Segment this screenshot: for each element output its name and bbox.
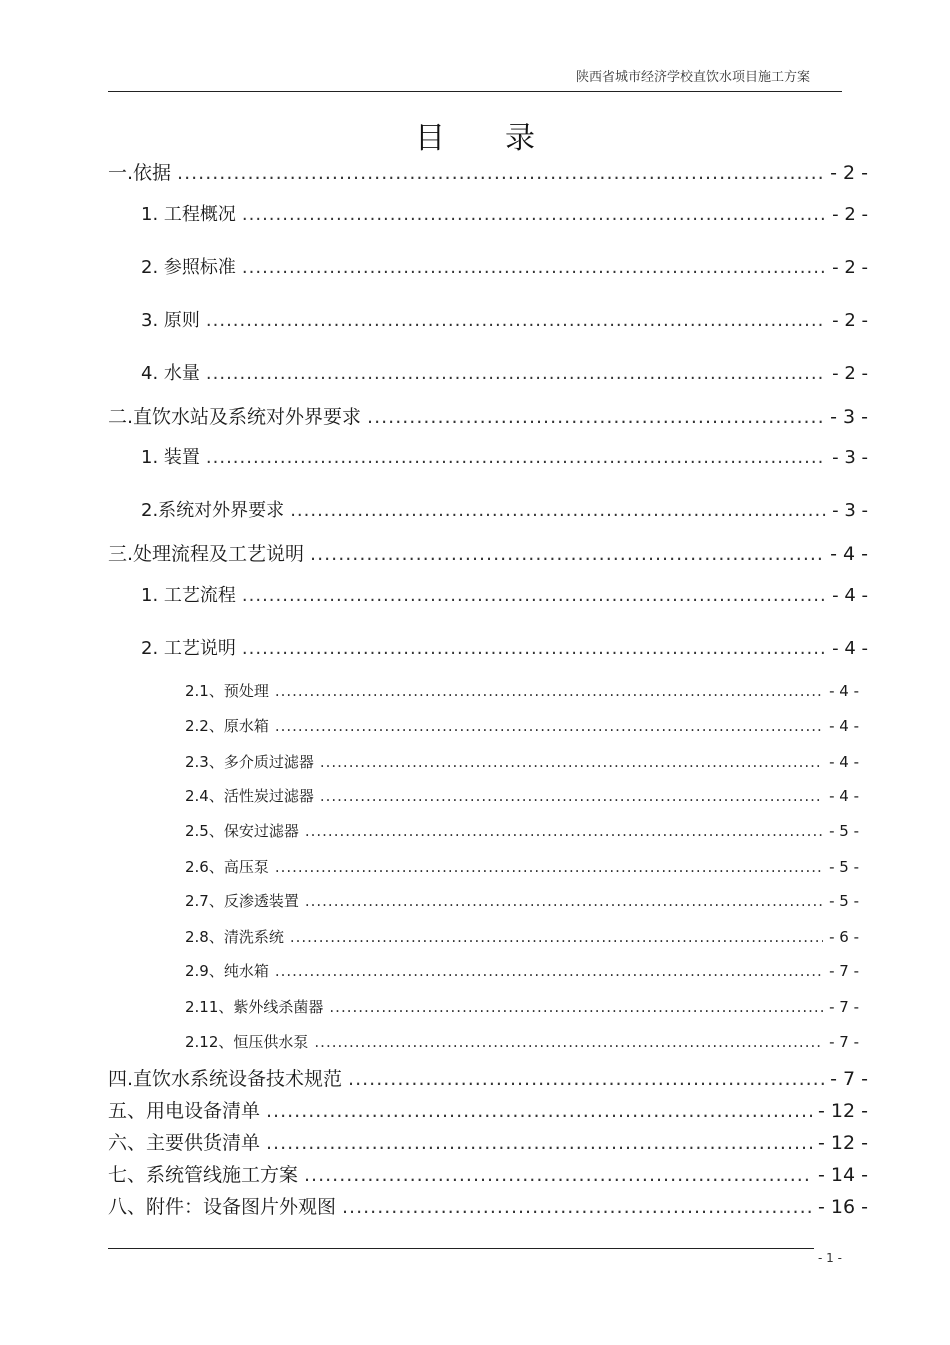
dot-leader [266, 1132, 812, 1154]
toc-entry[interactable] [185, 960, 859, 981]
toc-entry[interactable] [108, 539, 868, 566]
toc-label: 四.直饮水系统设备技术规范 [108, 1068, 343, 1090]
toc-page-number: - 3 - [832, 447, 868, 468]
toc-label: 八、附件：设备图片外观图 [108, 1196, 337, 1218]
toc-page-number: - 12 - [818, 1100, 868, 1122]
toc-page-number: - 3 - [830, 406, 868, 428]
toc-page-number: - 4 - [829, 717, 859, 735]
dot-leader [242, 638, 826, 659]
dot-leader [275, 962, 823, 980]
toc-entry[interactable] [185, 751, 859, 772]
toc-page-number: - 2 - [832, 310, 868, 331]
dot-leader [242, 204, 826, 225]
toc-label: 2.12、恒压供水泵 [185, 1033, 309, 1051]
toc-label: 2. 参照标准 [141, 257, 236, 278]
dot-leader [242, 585, 826, 606]
dot-leader [367, 406, 824, 428]
toc-label: 3. 原则 [141, 310, 200, 331]
toc-page-number: - 5 - [829, 858, 859, 876]
dot-leader [206, 447, 826, 468]
toc-label: 1. 工程概况 [141, 204, 236, 225]
toc-page-number: - 4 - [829, 682, 859, 700]
dot-leader [348, 1068, 824, 1090]
toc-page-number: - 5 - [829, 822, 859, 840]
toc-title: 目录 [415, 121, 595, 156]
toc-page-number: - 2 - [832, 363, 868, 384]
toc-entry[interactable] [185, 820, 859, 841]
toc-label: 二.直饮水站及系统对外界要求 [108, 406, 362, 428]
toc-page-number: - 5 - [829, 892, 859, 910]
toc-entry[interactable] [141, 306, 868, 332]
dot-leader [206, 310, 826, 331]
toc-entry[interactable] [185, 890, 859, 911]
toc-page-number: - 4 - [829, 787, 859, 805]
toc-page-number: - 7 - [829, 1033, 859, 1051]
dot-leader [320, 787, 823, 805]
toc-entry[interactable] [141, 253, 868, 279]
dot-leader [314, 1033, 823, 1051]
toc-label: 一.依据 [108, 162, 172, 184]
toc-label: 2.8、清洗系统 [185, 928, 284, 946]
toc-page-number: - 4 - [830, 543, 868, 565]
toc-label: 1. 工艺流程 [141, 585, 236, 606]
dot-leader [266, 1100, 812, 1122]
dot-leader [206, 363, 826, 384]
toc-page-number: - 3 - [832, 500, 868, 521]
toc-entry[interactable] [141, 496, 868, 522]
toc-entry[interactable] [185, 680, 859, 701]
toc-page-number: - 2 - [830, 162, 868, 184]
toc-label: 2. 工艺说明 [141, 638, 236, 659]
toc-page-number: - 16 - [818, 1196, 868, 1218]
toc-label: 五、用电设备清单 [108, 1100, 261, 1122]
toc-label: 2.11、紫外线杀菌器 [185, 998, 324, 1016]
footer-rule [108, 1248, 814, 1249]
toc-entry[interactable] [108, 1160, 868, 1187]
toc-page-number: - 2 - [832, 257, 868, 278]
dot-leader [342, 1196, 812, 1218]
dot-leader [177, 162, 824, 184]
toc-label: 六、主要供货清单 [108, 1132, 261, 1154]
dot-leader [290, 928, 823, 946]
toc-label: 2.3、多介质过滤器 [185, 753, 314, 771]
toc-entry[interactable] [141, 634, 868, 660]
dot-leader [329, 998, 823, 1016]
toc-page-number: - 7 - [830, 1068, 868, 1090]
toc-entry[interactable] [141, 443, 868, 469]
dot-leader [304, 1164, 812, 1186]
toc-entry[interactable] [108, 1128, 868, 1155]
toc-label: 2.4、活性炭过滤器 [185, 787, 314, 805]
toc-label: 2.2、原水箱 [185, 717, 269, 735]
dot-leader [290, 500, 826, 521]
dot-leader [305, 822, 823, 840]
toc-label: 2.系统对外界要求 [141, 500, 285, 521]
toc-label: 2.6、高压泵 [185, 858, 269, 876]
toc-entry[interactable] [185, 715, 859, 736]
dot-leader [275, 682, 823, 700]
dot-leader [275, 717, 823, 735]
toc-label: 2.5、保安过滤器 [185, 822, 299, 840]
toc-page-number: - 7 - [829, 962, 859, 980]
toc-page-number: - 7 - [829, 998, 859, 1016]
toc-label: 4. 水量 [141, 363, 200, 384]
toc-entry[interactable] [108, 1096, 868, 1123]
toc-label: 2.1、预处理 [185, 682, 269, 700]
footer-page-number: - 1 - [818, 1251, 842, 1265]
toc-page-number: - 2 - [832, 204, 868, 225]
toc-page-number: - 4 - [832, 638, 868, 659]
toc-label: 1. 装置 [141, 447, 200, 468]
toc-entry[interactable] [185, 785, 859, 806]
toc-label: 2.7、反渗透装置 [185, 892, 299, 910]
toc-page-number: - 6 - [829, 928, 859, 946]
toc-entry[interactable] [141, 359, 868, 385]
toc-entry[interactable] [185, 926, 859, 947]
dot-leader [305, 892, 823, 910]
header-rule [108, 91, 842, 92]
toc-page-number: - 4 - [832, 585, 868, 606]
toc-entry[interactable] [108, 402, 868, 429]
toc-entry[interactable] [108, 1192, 868, 1219]
toc-page-number: - 12 - [818, 1132, 868, 1154]
toc-entry[interactable] [108, 1064, 868, 1091]
toc-label: 三.处理流程及工艺说明 [108, 543, 305, 565]
toc-entry[interactable] [108, 158, 868, 185]
toc-label: 2.9、纯水箱 [185, 962, 269, 980]
toc-page-number: - 14 - [818, 1164, 868, 1186]
toc-entry[interactable] [185, 996, 859, 1017]
toc-label: 七、系统管线施工方案 [108, 1164, 299, 1186]
dot-leader [242, 257, 826, 278]
dot-leader [275, 858, 823, 876]
toc-entry[interactable] [185, 856, 859, 877]
dot-leader [320, 753, 823, 771]
toc-entry[interactable] [141, 200, 868, 226]
dot-leader [310, 543, 824, 565]
toc-page-number: - 4 - [829, 753, 859, 771]
toc-entry[interactable] [185, 1031, 859, 1052]
running-header: 陕西省城市经济学校直饮水项目施工方案 [575, 70, 810, 85]
toc-entry[interactable] [141, 581, 868, 607]
